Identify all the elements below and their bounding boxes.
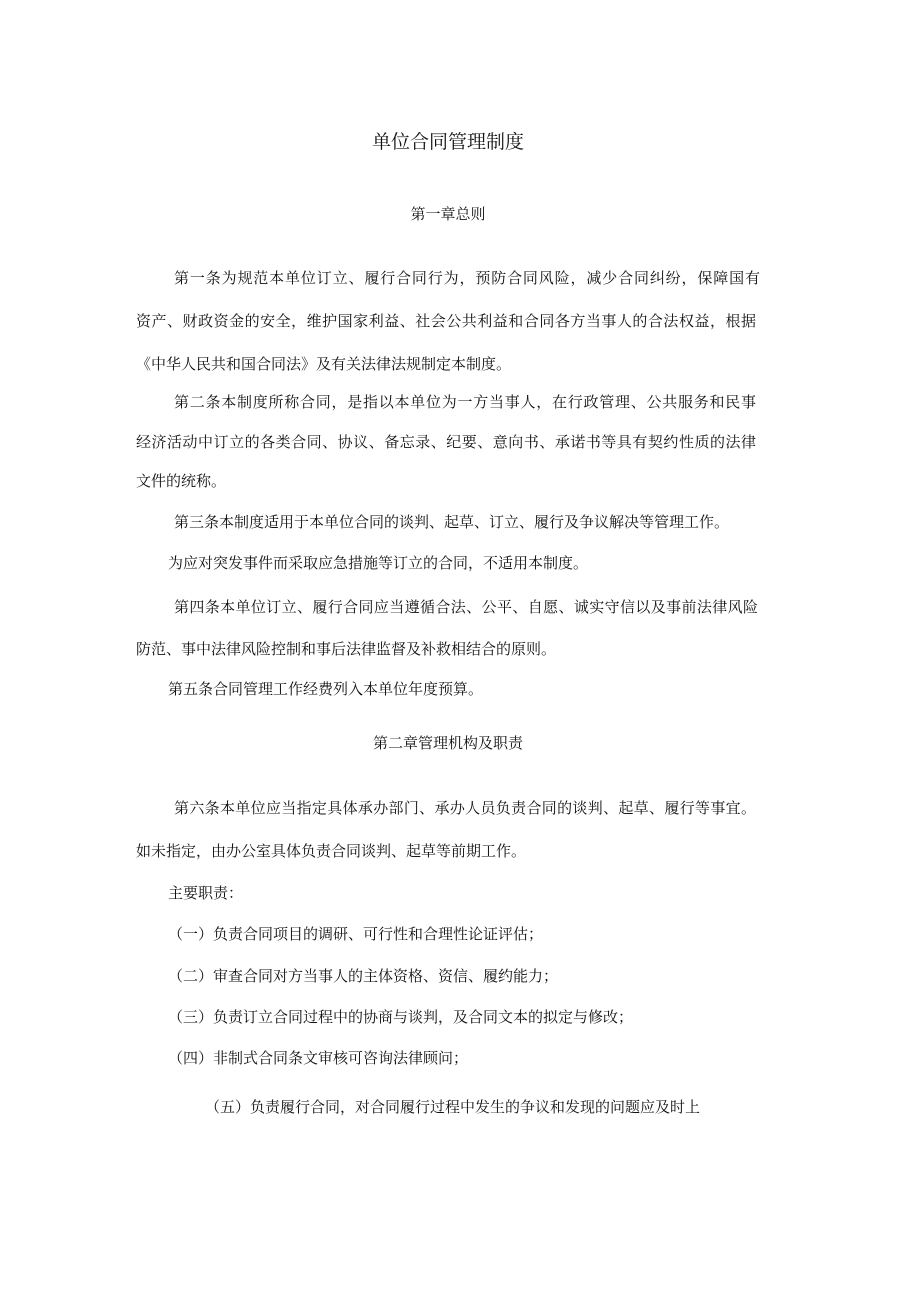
duties-label: 主要职责：	[168, 884, 244, 902]
article-1-line-2: 资产、财政资金的安全，维护国家利益、社会公共利益和合同各方当事人的合法权益，根据	[136, 312, 756, 330]
article-2-line-2: 经济活动中订立的各类合同、协议、备忘录、纪要、意向书、承诺书等具有契约性质的法律	[136, 433, 756, 451]
article-3: 第三条本制度适用于本单位合同的谈判、起草、订立、履行及争议解决等管理工作。	[174, 513, 730, 531]
article-2-line-3: 文件的统称。	[136, 472, 227, 490]
duty-item-2: （二）审查合同对方当事人的主体资格、资信、履约能力；	[168, 967, 559, 985]
article-1-line-1: 第一条为规范本单位订立、履行合同行为，预防合同风险，减少合同纠纷，保障国有	[174, 269, 760, 287]
chapter-1-heading: 第一章总则	[410, 205, 486, 223]
article-1-line-3: 《中华人民共和国合同法》及有关法律法规制定本制度。	[136, 355, 512, 373]
article-6-line-2: 如未指定，由办公室具体负责合同谈判、起草等前期工作。	[136, 842, 527, 860]
article-3-note: 为应对突发事件而采取应急措施等订立的合同，不适用本制度。	[168, 554, 589, 572]
duty-item-1: （一）负责合同项目的调研、可行性和合理性论证评估；	[168, 925, 544, 943]
article-6-line-1: 第六条本单位应当指定具体承办部门、承办人员负责合同的谈判、起草、履行等事宜。	[174, 799, 756, 817]
document-title: 单位合同管理制度	[371, 131, 524, 153]
article-4-line-1: 第四条本单位订立、履行合同应当遵循合法、公平、自愿、诚实守信以及事前法律风险	[174, 598, 758, 616]
chapter-2-heading: 第二章管理机构及职责	[372, 734, 523, 752]
article-4-line-2: 防范、事中法律风险控制和事后法律监督及补救相结合的原则。	[136, 640, 557, 658]
article-5: 第五条合同管理工作经费列入本单位年度预算。	[168, 680, 484, 698]
article-2-line-1: 第二条本制度所称合同，是指以本单位为一方当事人，在行政管理、公共服务和民事	[174, 393, 756, 411]
duty-item-3: （三）负责订立合同过程中的协商与谈判，及合同文本的拟定与修改；	[168, 1008, 634, 1026]
duty-item-4: （四）非制式合同条文审核可咨询法律顾问；	[168, 1049, 469, 1067]
duty-item-5: （五）负责履行合同，对合同履行过程中发生的争议和发现的问题应及时上	[205, 1098, 701, 1116]
